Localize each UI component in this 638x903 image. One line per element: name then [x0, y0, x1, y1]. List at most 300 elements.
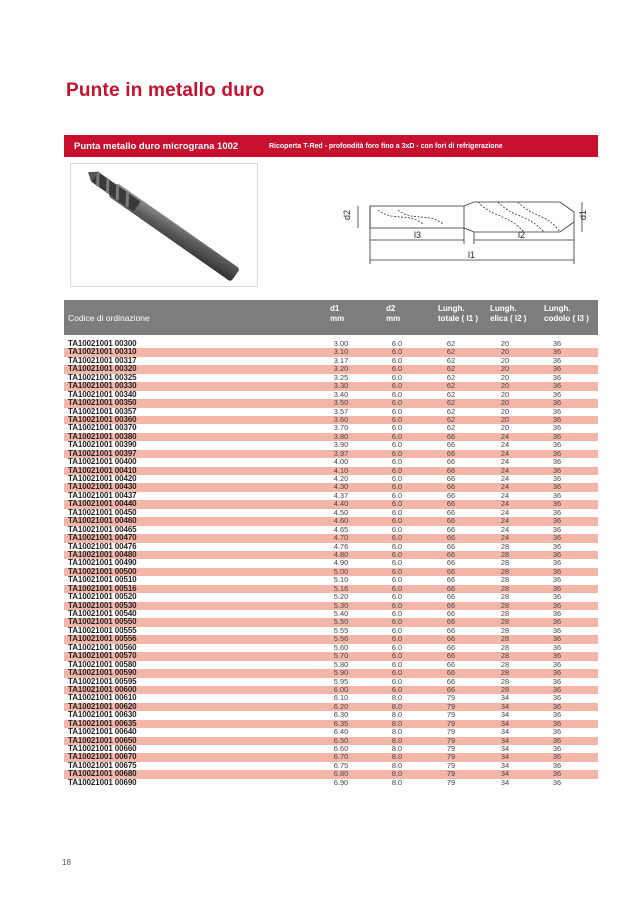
order-code: TA10021001 00670 [68, 752, 137, 762]
cell-l1: 66 [446, 549, 456, 559]
order-code: TA10021001 00650 [68, 735, 137, 745]
cell-d2: 6.0 [391, 364, 403, 374]
cell-l2: 28 [500, 625, 510, 635]
label-l3: l3 [414, 230, 422, 240]
cell-d2: 8.0 [391, 701, 403, 711]
cell-d2: 6.0 [391, 524, 403, 534]
cell-l1: 79 [446, 760, 456, 770]
cell-l3: 36 [552, 575, 562, 585]
cell-l3: 36 [552, 634, 562, 644]
cell-l3: 36 [552, 448, 562, 458]
table-row [64, 391, 598, 399]
cell-d2: 6.0 [391, 642, 403, 652]
cell-d1: 5.50 [333, 617, 349, 627]
cell-d1: 3.10 [333, 347, 349, 357]
cell-d1: 3.97 [333, 448, 349, 458]
cell-l2: 20 [500, 339, 510, 348]
table-row [64, 635, 598, 643]
cell-l2: 28 [500, 659, 510, 669]
cell-l2: 20 [500, 389, 510, 399]
cell-l3: 36 [552, 364, 562, 374]
table-row [64, 678, 598, 686]
cell-l2: 34 [500, 701, 510, 711]
cell-d1: 3.20 [333, 364, 349, 374]
table-row [64, 500, 598, 508]
page-title: Punte in metallo duro [66, 80, 265, 101]
order-code: TA10021001 00610 [68, 693, 137, 703]
table-row [64, 340, 598, 348]
table-row [64, 779, 598, 787]
table-row [64, 694, 598, 702]
cell-d2: 6.0 [391, 398, 403, 408]
table-row [64, 711, 598, 719]
cell-d2: 6.0 [391, 507, 403, 517]
cell-d2: 6.0 [391, 600, 403, 610]
cell-d2: 6.0 [391, 448, 403, 458]
cell-l1: 66 [446, 651, 456, 661]
cell-l2: 28 [500, 642, 510, 652]
header-total-length: Lungh. totale ( l1 ) [438, 304, 479, 323]
cell-l3: 36 [552, 625, 562, 635]
order-code: TA10021001 00410 [68, 465, 137, 475]
order-code: TA10021001 00595 [68, 676, 137, 686]
cell-l3: 36 [552, 524, 562, 534]
cell-l1: 66 [446, 625, 456, 635]
order-code: TA10021001 00530 [68, 600, 137, 610]
table-row [64, 762, 598, 770]
cell-d1: 4.90 [333, 558, 349, 568]
order-code: TA10021001 00480 [68, 549, 137, 559]
header-d1: d1 mm [330, 304, 345, 323]
banner-subtitle: Ricoperta T-Red - profondità foro fino a 3xD - con fori di refrigerazione [269, 142, 503, 150]
table-row [64, 526, 598, 534]
cell-l1: 62 [446, 406, 456, 416]
cell-d1: 5.70 [333, 651, 349, 661]
order-code: TA10021001 00330 [68, 381, 137, 391]
cell-d2: 6.0 [391, 406, 403, 416]
table-row [64, 467, 598, 475]
table-row [64, 551, 598, 559]
order-code: TA10021001 00350 [68, 398, 137, 408]
cell-l2: 34 [500, 760, 510, 770]
header-flute-length: Lungh. elica ( l2 ) [490, 304, 527, 323]
cell-l1: 66 [446, 490, 456, 500]
cell-d1: 6.50 [333, 735, 349, 745]
order-code: TA10021001 00357 [68, 406, 137, 416]
cell-l1: 66 [446, 600, 456, 610]
cell-l3: 36 [552, 541, 562, 551]
order-code: TA10021001 00440 [68, 499, 137, 509]
header-shank-length: Lungh. codolo ( l3 ) [544, 304, 589, 323]
cell-l2: 24 [500, 457, 510, 467]
cell-d1: 6.80 [333, 769, 349, 779]
table-row [64, 568, 598, 576]
cell-d2: 6.0 [391, 355, 403, 365]
cell-d1: 4.50 [333, 507, 349, 517]
order-code: TA10021001 00540 [68, 609, 137, 618]
table-row [64, 509, 598, 517]
cell-l2: 24 [500, 516, 510, 526]
cell-d1: 3.40 [333, 389, 349, 399]
cell-l2: 20 [500, 423, 510, 433]
table-row [64, 475, 598, 483]
cell-l1: 62 [446, 398, 456, 408]
cell-l2: 24 [500, 448, 510, 458]
order-code: TA10021001 00560 [68, 642, 137, 652]
cell-d2: 6.0 [391, 609, 403, 618]
order-code: TA10021001 00680 [68, 769, 137, 779]
cell-d2: 6.0 [391, 482, 403, 492]
cell-d2: 8.0 [391, 769, 403, 779]
order-code: TA10021001 00460 [68, 516, 137, 526]
cell-d1: 5.90 [333, 668, 349, 678]
table-header [64, 300, 598, 335]
cell-d2: 6.0 [391, 465, 403, 475]
cell-l1: 79 [446, 718, 456, 728]
cell-d1: 5.16 [333, 583, 349, 593]
cell-l3: 36 [552, 347, 562, 357]
cell-d2: 6.0 [391, 440, 403, 450]
cell-l1: 66 [446, 440, 456, 450]
cell-l2: 34 [500, 693, 510, 703]
cell-l2: 24 [500, 482, 510, 492]
cell-l1: 66 [446, 609, 456, 618]
cell-d2: 6.0 [391, 617, 403, 627]
cell-l2: 28 [500, 684, 510, 694]
cell-d1: 6.10 [333, 693, 349, 703]
page-number: 18 [62, 858, 71, 867]
cell-l1: 66 [446, 558, 456, 568]
order-code: TA10021001 00325 [68, 372, 137, 382]
table-row [64, 534, 598, 542]
cell-l2: 28 [500, 592, 510, 602]
cell-l1: 66 [446, 431, 456, 441]
cell-d2: 6.0 [391, 583, 403, 593]
cell-d2: 6.0 [391, 549, 403, 559]
order-code: TA10021001 00675 [68, 760, 137, 770]
cell-d1: 3.25 [333, 372, 349, 382]
cell-l3: 36 [552, 651, 562, 661]
cell-l2: 34 [500, 777, 510, 787]
cell-l3: 36 [552, 693, 562, 703]
cell-l3: 36 [552, 440, 562, 450]
table-row [64, 644, 598, 652]
cell-l2: 20 [500, 381, 510, 391]
table-row [64, 365, 598, 373]
cell-l2: 24 [500, 465, 510, 475]
cell-l1: 62 [446, 381, 456, 391]
order-code: TA10021001 00470 [68, 533, 137, 543]
cell-l3: 36 [552, 516, 562, 526]
cell-l3: 36 [552, 735, 562, 745]
table-row [64, 728, 598, 736]
cell-d1: 3.90 [333, 440, 349, 450]
order-code: TA10021001 00590 [68, 668, 137, 678]
cell-l2: 28 [500, 566, 510, 576]
cell-d2: 6.0 [391, 339, 403, 348]
order-code: TA10021001 00630 [68, 710, 137, 720]
cell-l1: 66 [446, 448, 456, 458]
cell-d1: 3.60 [333, 414, 349, 424]
cell-l1: 66 [446, 541, 456, 551]
table-row [64, 593, 598, 601]
cell-l3: 36 [552, 381, 562, 391]
order-code: TA10021001 00516 [68, 583, 137, 593]
cell-l1: 79 [446, 701, 456, 711]
cell-l3: 36 [552, 701, 562, 711]
cell-l2: 24 [500, 490, 510, 500]
cell-d2: 8.0 [391, 693, 403, 703]
order-code: TA10021001 00300 [68, 339, 137, 348]
cell-l1: 66 [446, 575, 456, 585]
cell-l3: 36 [552, 718, 562, 728]
order-code: TA10021001 00317 [68, 355, 137, 365]
cell-l2: 28 [500, 600, 510, 610]
cell-l2: 28 [500, 558, 510, 568]
order-code: TA10021001 00550 [68, 617, 137, 627]
table-row [64, 492, 598, 500]
cell-d2: 6.0 [391, 457, 403, 467]
cell-d2: 8.0 [391, 752, 403, 762]
cell-l3: 36 [552, 474, 562, 483]
cell-l3: 36 [552, 684, 562, 694]
cell-d2: 8.0 [391, 777, 403, 787]
cell-d2: 6.0 [391, 575, 403, 585]
banner-title: Punta metallo duro micrograna 1002 [74, 140, 239, 152]
cell-d2: 6.0 [391, 381, 403, 391]
cell-l2: 28 [500, 549, 510, 559]
cell-d2: 6.0 [391, 684, 403, 694]
cell-d2: 6.0 [391, 423, 403, 433]
table-row [64, 382, 598, 390]
cell-d2: 6.0 [391, 372, 403, 382]
table-row [64, 576, 598, 584]
cell-d2: 6.0 [391, 592, 403, 602]
order-code: TA10021001 00600 [68, 684, 137, 694]
cell-d2: 6.0 [391, 389, 403, 399]
cell-l1: 62 [446, 355, 456, 365]
cell-l1: 62 [446, 347, 456, 357]
cell-l3: 36 [552, 549, 562, 559]
cell-l1: 66 [446, 583, 456, 593]
cell-l3: 36 [552, 777, 562, 787]
cell-l3: 36 [552, 490, 562, 500]
order-code: TA10021001 00635 [68, 718, 137, 728]
order-code: TA10021001 00310 [68, 347, 137, 357]
cell-l2: 24 [500, 474, 510, 483]
cell-l3: 36 [552, 583, 562, 593]
table-row [64, 652, 598, 660]
table-row [64, 618, 598, 626]
order-code: TA10021001 00510 [68, 575, 137, 585]
cell-l3: 36 [552, 431, 562, 441]
cell-l1: 79 [446, 735, 456, 745]
cell-d1: 6.30 [333, 710, 349, 720]
cell-l1: 66 [446, 659, 456, 669]
cell-l3: 36 [552, 609, 562, 618]
cell-l1: 62 [446, 339, 456, 348]
cell-l1: 66 [446, 516, 456, 526]
label-d2: d2 [342, 209, 352, 220]
cell-l3: 36 [552, 760, 562, 770]
cell-l3: 36 [552, 668, 562, 678]
product-banner [64, 135, 598, 157]
cell-l1: 79 [446, 752, 456, 762]
cell-l1: 66 [446, 482, 456, 492]
order-code: TA10021001 00437 [68, 490, 137, 500]
cell-l3: 36 [552, 727, 562, 737]
cell-l2: 28 [500, 583, 510, 593]
cell-l1: 66 [446, 465, 456, 475]
cell-l3: 36 [552, 617, 562, 627]
cell-d1: 6.90 [333, 777, 349, 787]
cell-d2: 6.0 [391, 516, 403, 526]
cell-l2: 28 [500, 541, 510, 551]
cell-l1: 66 [446, 684, 456, 694]
cell-l3: 36 [552, 566, 562, 576]
cell-l3: 36 [552, 769, 562, 779]
cell-l2: 24 [500, 507, 510, 517]
cell-l3: 36 [552, 507, 562, 517]
cell-l2: 20 [500, 406, 510, 416]
order-code: TA10021001 00570 [68, 651, 137, 661]
table-row [64, 517, 598, 525]
cell-l3: 36 [552, 372, 562, 382]
cell-d1: 3.70 [333, 423, 349, 433]
table-row [64, 737, 598, 745]
order-code: TA10021001 00660 [68, 744, 137, 753]
cell-l2: 34 [500, 769, 510, 779]
cell-d2: 6.0 [391, 541, 403, 551]
table-row [64, 720, 598, 728]
cell-d1: 5.56 [333, 634, 349, 644]
label-l2: l2 [518, 230, 526, 240]
cell-l1: 66 [446, 634, 456, 644]
cell-d1: 6.75 [333, 760, 349, 770]
order-code: TA10021001 00340 [68, 389, 137, 399]
table-row [64, 745, 598, 753]
cell-l2: 34 [500, 752, 510, 762]
cell-l2: 20 [500, 398, 510, 408]
cell-l3: 36 [552, 423, 562, 433]
cell-d1: 3.00 [333, 339, 349, 348]
cell-l1: 62 [446, 364, 456, 374]
table-row [64, 610, 598, 618]
cell-d1: 5.00 [333, 566, 349, 576]
cell-d1: 3.80 [333, 431, 349, 441]
cell-d2: 6.0 [391, 659, 403, 669]
table-row [64, 543, 598, 551]
cell-l1: 79 [446, 744, 456, 753]
order-code: TA10021001 00397 [68, 448, 137, 458]
table-row [64, 627, 598, 635]
cell-d1: 6.00 [333, 684, 349, 694]
cell-d1: 3.17 [333, 355, 349, 365]
cell-l2: 28 [500, 617, 510, 627]
cell-d2: 8.0 [391, 735, 403, 745]
cell-l2: 28 [500, 668, 510, 678]
cell-l1: 66 [446, 642, 456, 652]
cell-l2: 28 [500, 634, 510, 644]
order-code: TA10021001 00380 [68, 431, 137, 441]
order-code: TA10021001 00690 [68, 777, 137, 787]
cell-l3: 36 [552, 406, 562, 416]
cell-d2: 8.0 [391, 744, 403, 753]
table-row [64, 357, 598, 365]
cell-l2: 28 [500, 651, 510, 661]
cell-d2: 6.0 [391, 668, 403, 678]
cell-l2: 20 [500, 355, 510, 365]
cell-l2: 24 [500, 440, 510, 450]
table-row [64, 441, 598, 449]
cell-l1: 66 [446, 617, 456, 627]
table-row [64, 458, 598, 466]
cell-l3: 36 [552, 710, 562, 720]
cell-d1: 5.55 [333, 625, 349, 635]
table-row [64, 424, 598, 432]
cell-l1: 66 [446, 507, 456, 517]
cell-l2: 34 [500, 727, 510, 737]
cell-d2: 8.0 [391, 760, 403, 770]
cell-d2: 8.0 [391, 710, 403, 720]
order-code: TA10021001 00556 [68, 634, 137, 644]
table-row [64, 416, 598, 424]
order-code: TA10021001 00320 [68, 364, 137, 374]
cell-l1: 66 [446, 499, 456, 509]
cell-d1: 5.10 [333, 575, 349, 585]
cell-d2: 6.0 [391, 566, 403, 576]
order-code: TA10021001 00640 [68, 727, 137, 737]
cell-l1: 79 [446, 693, 456, 703]
cell-l3: 36 [552, 389, 562, 399]
cell-l2: 34 [500, 718, 510, 728]
cell-l3: 36 [552, 533, 562, 543]
cell-l1: 66 [446, 592, 456, 602]
cell-l3: 36 [552, 642, 562, 652]
cell-d1: 3.30 [333, 381, 349, 391]
cell-l1: 66 [446, 457, 456, 467]
table-row [64, 703, 598, 711]
cell-l1: 79 [446, 769, 456, 779]
table-row [64, 374, 598, 382]
cell-l2: 24 [500, 499, 510, 509]
cell-l3: 36 [552, 398, 562, 408]
cell-l3: 36 [552, 752, 562, 762]
cell-d1: 6.35 [333, 718, 349, 728]
cell-l3: 36 [552, 558, 562, 568]
cell-l3: 36 [552, 744, 562, 753]
order-code: TA10021001 00580 [68, 659, 137, 669]
technical-drawing [328, 184, 590, 270]
cell-d2: 6.0 [391, 347, 403, 357]
cell-d1: 5.60 [333, 642, 349, 652]
cell-l1: 62 [446, 389, 456, 399]
cell-l2: 28 [500, 575, 510, 585]
cell-l2: 20 [500, 372, 510, 382]
cell-l1: 62 [446, 414, 456, 424]
table-row [64, 661, 598, 669]
cell-l1: 66 [446, 566, 456, 576]
table-row [64, 348, 598, 356]
order-code: TA10021001 00476 [68, 541, 137, 551]
table-row [64, 602, 598, 610]
drill-bit-image [71, 164, 259, 288]
cell-l2: 24 [500, 524, 510, 534]
label-l1: l1 [468, 250, 476, 260]
cell-l2: 20 [500, 347, 510, 357]
cell-d2: 6.0 [391, 474, 403, 483]
table-row [64, 399, 598, 407]
